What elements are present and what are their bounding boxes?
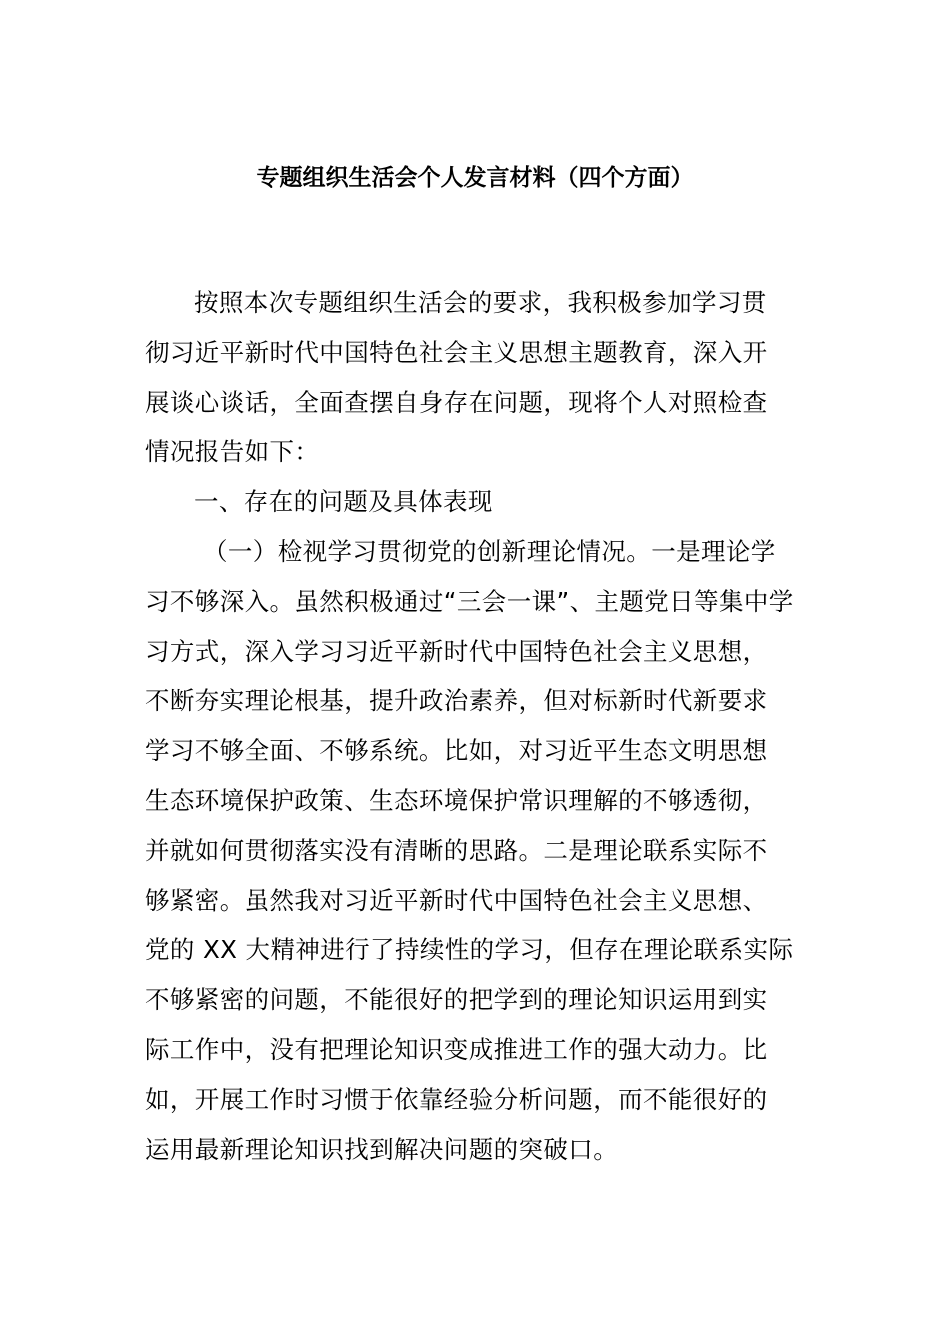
- paragraph-line: 习方式，深入学习习近平新时代中国特色社会主义思想，: [145, 636, 768, 666]
- subsection-line: （一）检视学习贯彻党的创新理论情况。一是理论学: [203, 536, 776, 566]
- paragraph-line: 学习不够全面、不够系统。比如，对习近平生态文明思想: [145, 736, 768, 766]
- paragraph-line: 习不够深入。虽然积极通过“三会一课”、主题党日等集中学: [145, 586, 794, 616]
- paragraph-line: 情况报告如下：: [145, 437, 320, 467]
- paragraph-line: 彻习近平新时代中国特色社会主义思想主题教育，深入开: [145, 337, 768, 367]
- paragraph-line: 生态环境保护政策、生态环境保护常识理解的不够透彻，: [145, 785, 768, 815]
- paragraph-line: 党的 XX 大精神进行了持续性的学习，但存在理论联系实际: [145, 935, 794, 965]
- paragraph-line: 不断夯实理论根基，提升政治素养，但对标新时代新要求: [145, 686, 768, 716]
- paragraph-line: 如，开展工作时习惯于依靠经验分析问题，而不能很好的: [145, 1084, 768, 1114]
- paragraph-line: 际工作中，没有把理论知识变成推进工作的强大动力。比: [145, 1034, 768, 1064]
- section-heading: 一、存在的问题及具体表现: [194, 487, 493, 517]
- paragraph-line: 运用最新理论知识找到解决问题的突破口。: [145, 1134, 619, 1164]
- document-title: 专题组织生活会个人发言材料（四个方面）: [256, 165, 694, 191]
- paragraph-line: 展谈心谈话，全面查摆自身存在问题，现将个人对照检查: [145, 387, 768, 417]
- paragraph-line: 按照本次专题组织生活会的要求，我积极参加学习贯: [194, 288, 767, 317]
- paragraph-line: 并就如何贯彻落实没有清晰的思路。二是理论联系实际不: [145, 835, 768, 865]
- document-body: [145, 283, 810, 1179]
- paragraph-line: 不够紧密的问题，不能很好的把学到的理论知识运用到实: [145, 985, 768, 1015]
- paragraph-line: 够紧密。虽然我对习近平新时代中国特色社会主义思想、: [145, 885, 768, 915]
